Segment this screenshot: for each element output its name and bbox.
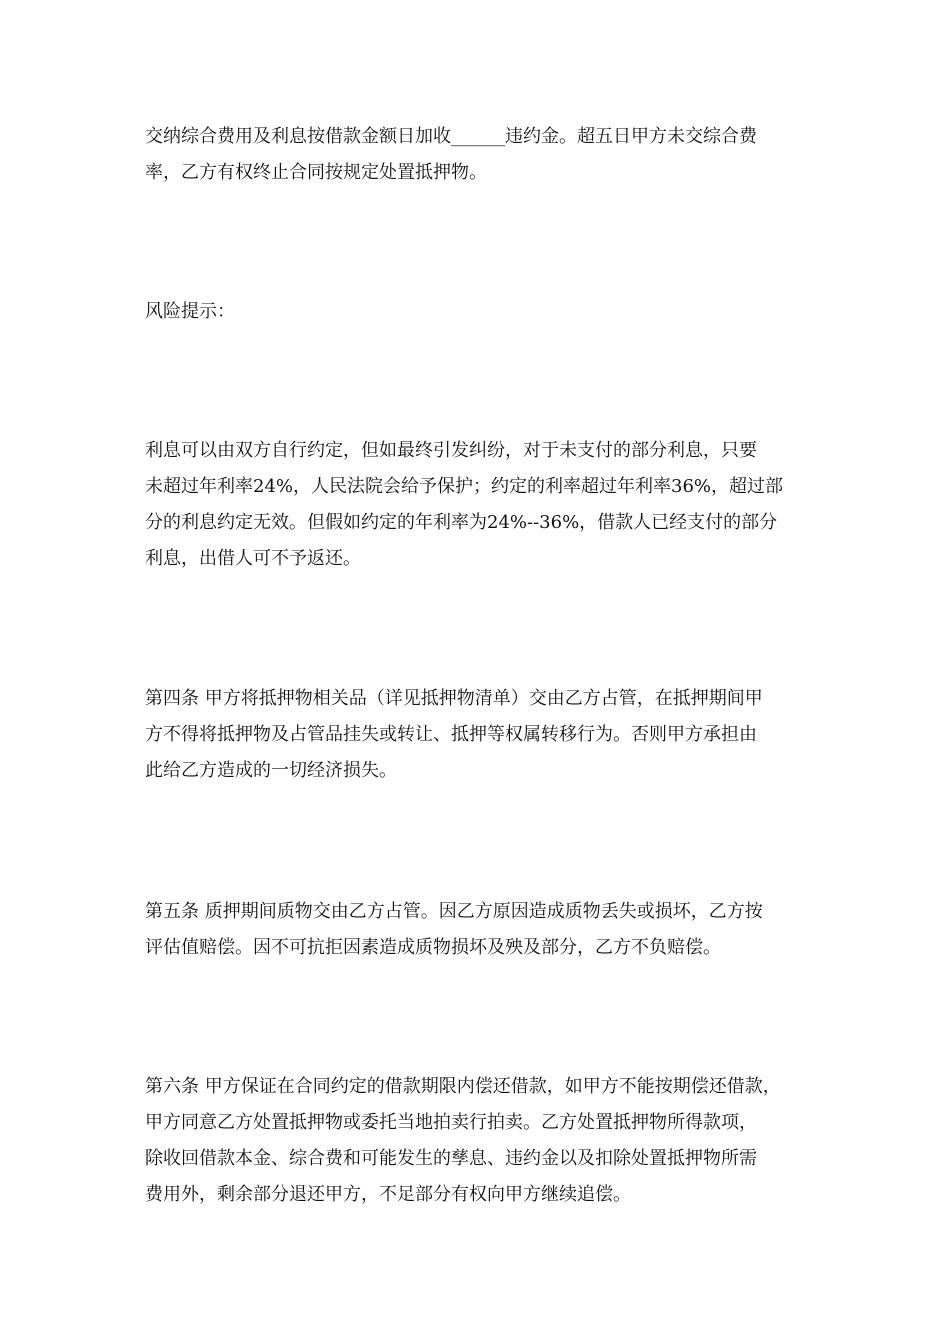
text-line: 除收回借款本金、综合费和可能发生的孳息、违约金以及扣除处置抵押物所需 (145, 1148, 757, 1169)
text-line: 率，乙方有权终止合同按规定处置抵押物。 (145, 162, 487, 183)
text-line: 甲方同意乙方处置抵押物或委托当地拍卖行拍卖。乙方处置抵押物所得款项， (145, 1112, 757, 1133)
paragraph-penalty-clause (145, 119, 810, 191)
paragraph-article-5 (145, 894, 810, 966)
paragraph-article-4 (145, 681, 810, 789)
paragraph-article-6 (145, 1069, 810, 1213)
text-line: 费用外，剩余部分退还甲方，不足部分有权向甲方继续追偿。 (145, 1184, 631, 1205)
text-line: 分的利息约定无效。但假如约定的年利率为24%--36%，借款人已经支付的部分 (145, 512, 778, 533)
paragraph-risk-notice (145, 433, 810, 577)
text-line: 方不得将抵押物及占管品挂失或转让、抵押等权属转移行为。否则甲方承担由 (145, 724, 757, 745)
text-line: 利息可以由双方自行约定，但如最终引发纠纷，对于未支付的部分利息，只要 (145, 440, 757, 461)
text-line: 交纳综合费用及利息按借款金额日加收______违约金。超五日甲方未交综合费 (145, 126, 757, 147)
text-line: 第五条 质押期间质物交由乙方占管。因乙方原因造成质物丢失或损坏，乙方按 (145, 901, 763, 922)
text-line: 第四条 甲方将抵押物相关品（详见抵押物清单）交由乙方占管，在抵押期间甲 (145, 688, 763, 709)
text-line: 未超过年利率24%，人民法院会给予保护；约定的利率超过年利率36%，超过部 (145, 476, 784, 497)
text-line: 此给乙方造成的一切经济损失。 (145, 760, 397, 781)
text-line: 评估值赔偿。因不可抗拒因素造成质物损坏及殃及部分，乙方不负赔偿。 (145, 937, 721, 958)
risk-notice-heading (145, 294, 810, 330)
text-line: 第六条 甲方保证在合同约定的借款期限内偿还借款，如甲方不能按期偿还借款， (145, 1076, 781, 1097)
text-line: 风险提示： (145, 301, 235, 322)
text-line: 利息，出借人可不予返还。 (145, 548, 361, 569)
